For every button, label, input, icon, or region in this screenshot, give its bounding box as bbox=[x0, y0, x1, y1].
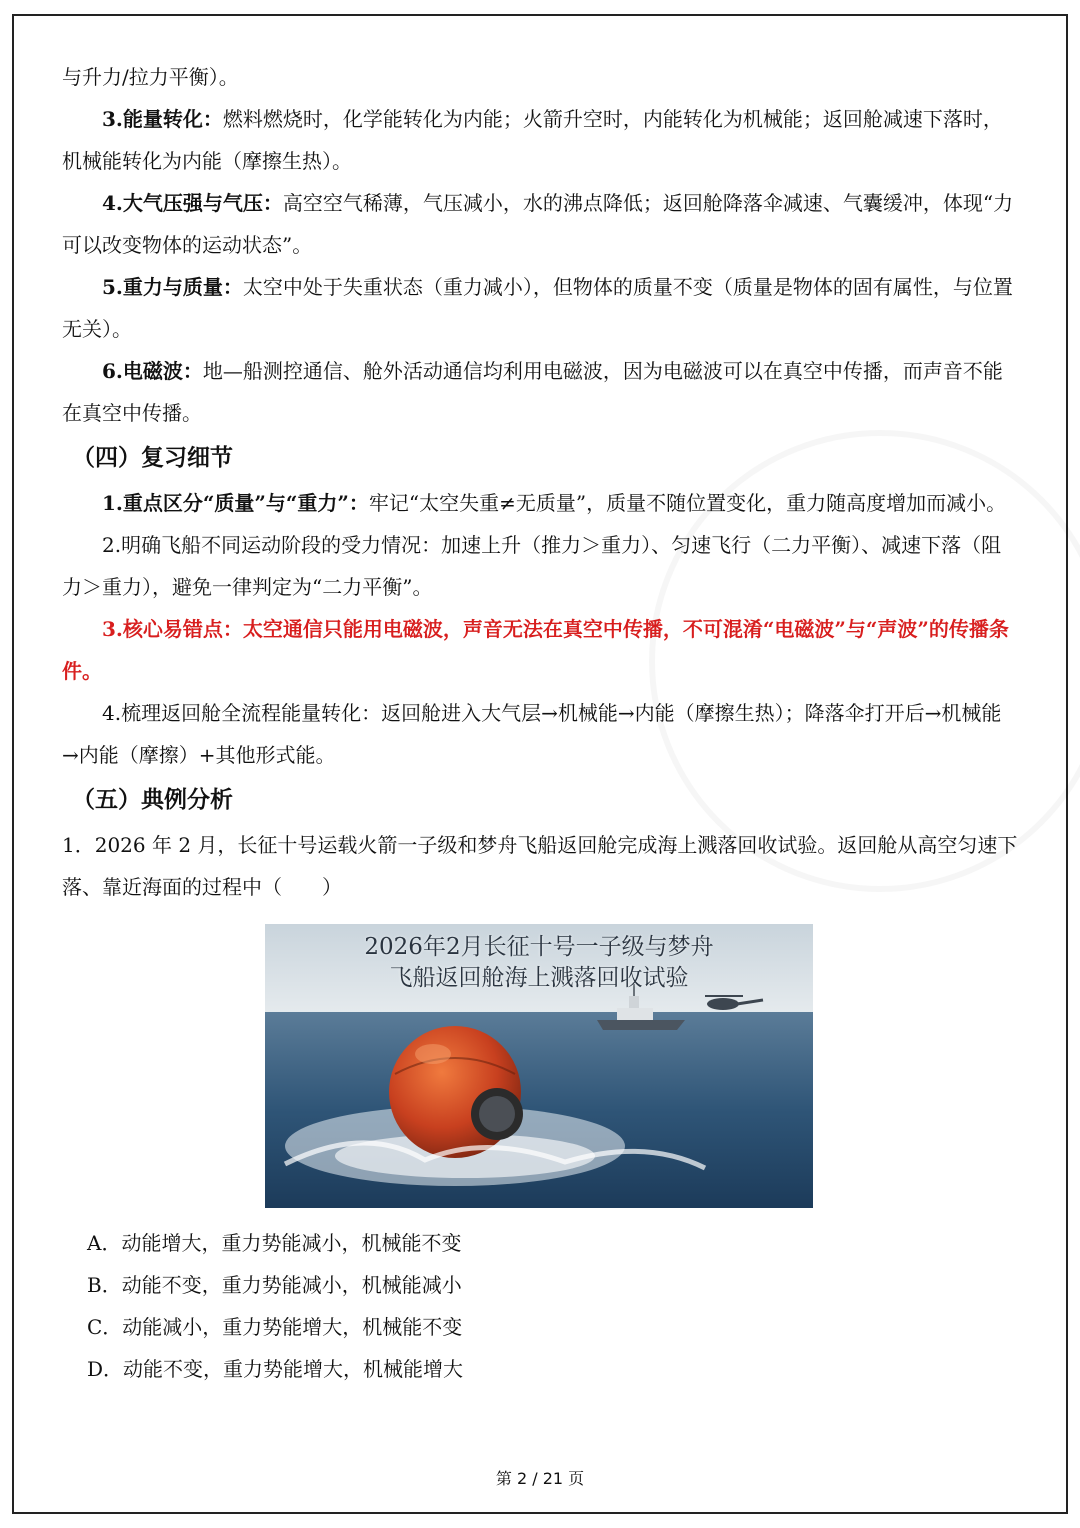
text-energy-conversion: 燃料燃烧时，化学能转化为内能；火箭升空时，内能转化为机械能；返回舱减速下落时，机械能转化为内能（摩擦生热）。 bbox=[62, 107, 1003, 173]
label-gravity-mass: 5.重力与质量： bbox=[102, 275, 243, 299]
label-energy-conversion: 3.能量转化： bbox=[102, 107, 223, 131]
paragraph-gravity-mass bbox=[62, 266, 1018, 350]
photo-caption-line-1: 2026年2月长征十号一子级与梦舟 bbox=[364, 934, 714, 960]
option-b: B．动能不变，重力势能减小，机械能减小 bbox=[87, 1273, 462, 1297]
review-item-1 bbox=[62, 482, 1018, 524]
review-item-2: 2.明确飞船不同运动阶段的受力情况：加速上升（推力＞重力）、匀速飞行（二力平衡）、减速下落（阻力＞重力），避免一律判定为“二力平衡”。 bbox=[62, 533, 1002, 599]
paragraph-continuation: 与升力/拉力平衡）。 bbox=[62, 65, 239, 89]
option-a: A．动能增大，重力势能减小，机械能不变 bbox=[87, 1231, 462, 1255]
review-item-1-text: 牢记“太空失重≠无质量”，质量不随位置变化，重力随高度增加而减小。 bbox=[368, 491, 1007, 515]
option-c: C．动能减小，重力势能增大，机械能不变 bbox=[87, 1315, 463, 1339]
section-heading-examples: （五）典例分析 bbox=[72, 787, 233, 813]
photo-caption-line-2: 飞船返回舱海上溅落回收试验 bbox=[389, 965, 689, 991]
label-air-pressure: 4.大气压强与气压： bbox=[102, 191, 283, 215]
photo-caption bbox=[265, 932, 813, 994]
page-number: 第 2 / 21 页 bbox=[495, 1469, 585, 1488]
review-item-1-label: 1.重点区分“质量”与“重力”： bbox=[102, 491, 369, 515]
text-gravity-mass: 太空中处于失重状态（重力减小），但物体的质量不变（质量是物体的固有属性，与位置无关）。 bbox=[62, 275, 1013, 341]
paragraph-energy-conversion bbox=[62, 98, 1018, 182]
text-electromagnetic: 地—船测控通信、舱外活动通信均利用电磁波，因为电磁波可以在真空中传播，而声音不能在真空中传播。 bbox=[62, 359, 1003, 425]
text-air-pressure: 高空空气稀薄，气压减小，水的沸点降低；返回舱降落伞减速、气囊缓冲，体现“力可以改变物体的运动状态”。 bbox=[62, 191, 1014, 257]
page-content bbox=[62, 56, 1018, 1390]
answer-options bbox=[87, 1222, 1018, 1390]
section-heading-review: （四）复习细节 bbox=[72, 445, 233, 471]
question-1: 1．2026 年 2 月，长征十号运载火箭一子级和梦舟飞船返回舱完成海上溅落回收试验。返回舱从高空匀速下落、靠近海面的过程中（ ） bbox=[62, 833, 1018, 899]
review-item-3-highlight: 3.核心易错点：太空通信只能用电磁波，声音无法在真空中传播，不可混淆“电磁波”与“声波”的传播条件。 bbox=[62, 617, 1009, 683]
option-d: D．动能不变，重力势能增大，机械能增大 bbox=[87, 1357, 464, 1381]
paragraph-electromagnetic bbox=[62, 350, 1018, 434]
paragraph-air-pressure bbox=[62, 182, 1018, 266]
label-electromagnetic: 6.电磁波： bbox=[102, 359, 203, 383]
splashdown-photo bbox=[265, 924, 813, 1208]
review-item-4: 4.梳理返回舱全流程能量转化：返回舱进入大气层→机械能→内能（摩擦生热）；降落伞打开后→机械能→内能（摩擦）+其他形式能。 bbox=[62, 701, 1002, 767]
